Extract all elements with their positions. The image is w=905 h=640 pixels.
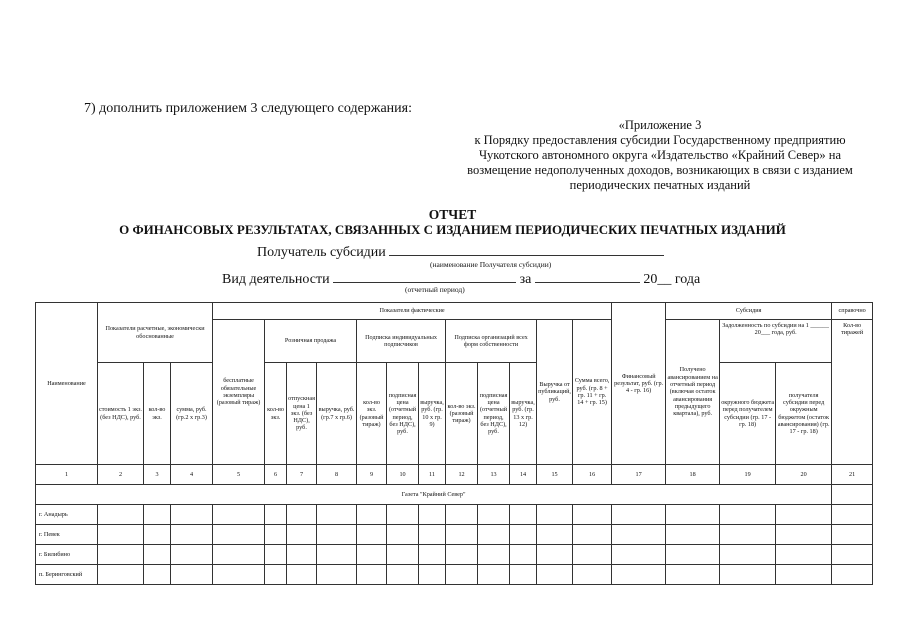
table-cell[interactable] bbox=[776, 565, 832, 585]
table-cell[interactable] bbox=[478, 565, 510, 585]
col-number: 20 bbox=[776, 465, 832, 485]
table-cell[interactable] bbox=[666, 545, 720, 565]
table-cell[interactable] bbox=[720, 525, 776, 545]
col-number: 9 bbox=[357, 465, 387, 485]
table-cell[interactable] bbox=[446, 565, 478, 585]
table-cell[interactable] bbox=[720, 565, 776, 585]
table-cell[interactable] bbox=[357, 565, 387, 585]
table-cell[interactable] bbox=[776, 525, 832, 545]
table-cell[interactable] bbox=[213, 525, 265, 545]
table-cell[interactable] bbox=[144, 505, 171, 525]
table-cell[interactable] bbox=[98, 505, 144, 525]
table-cell[interactable] bbox=[287, 545, 317, 565]
table-cell[interactable] bbox=[573, 565, 612, 585]
header-total: Сумма всего, руб. (гр. 8 + гр. 11 + гр. 14 + гр. 15) bbox=[573, 320, 612, 465]
table-cell[interactable] bbox=[171, 505, 213, 525]
col-number: 4 bbox=[171, 465, 213, 485]
row-label: г. Певек bbox=[36, 525, 98, 545]
table-cell[interactable] bbox=[419, 545, 446, 565]
table-cell[interactable] bbox=[98, 545, 144, 565]
table-cell[interactable] bbox=[171, 545, 213, 565]
col-number: 1 bbox=[36, 465, 98, 485]
recipient-hint: (наименование Получателя субсидии) bbox=[430, 260, 552, 269]
table-cell[interactable] bbox=[387, 525, 419, 545]
table-cell[interactable] bbox=[317, 505, 357, 525]
activity-field[interactable] bbox=[333, 270, 516, 283]
table-cell[interactable] bbox=[832, 565, 873, 585]
header-cost: стоимость 1 экз. (без НДС), руб. bbox=[98, 363, 144, 465]
table-cell[interactable] bbox=[317, 525, 357, 545]
table-cell[interactable] bbox=[387, 505, 419, 525]
table-cell[interactable] bbox=[213, 545, 265, 565]
col-number: 21 bbox=[832, 465, 873, 485]
header-sub-individual: Подписка индивидуальных подписчиков bbox=[357, 320, 446, 363]
annex-line: возмещение недополученных доходов, возникающих в связи с изданием bbox=[467, 163, 853, 177]
table-cell[interactable] bbox=[478, 505, 510, 525]
table-cell[interactable] bbox=[720, 545, 776, 565]
col-number: 17 bbox=[612, 465, 666, 485]
table-cell[interactable] bbox=[387, 565, 419, 585]
table-cell[interactable] bbox=[666, 525, 720, 545]
table-cell[interactable] bbox=[537, 505, 573, 525]
col-number: 14 bbox=[510, 465, 537, 485]
header-ind-revenue: выручка, руб. (гр. 10 x гр. 9) bbox=[419, 363, 446, 465]
table-cell[interactable] bbox=[720, 505, 776, 525]
col-number: 7 bbox=[287, 465, 317, 485]
intro-text: 7) дополнить приложением 3 следующего содержания: bbox=[84, 101, 412, 116]
table-cell[interactable] bbox=[832, 545, 873, 565]
col-number: 13 bbox=[478, 465, 510, 485]
table-cell[interactable] bbox=[265, 545, 287, 565]
header-org-revenue: выручка, руб. (гр. 13 x гр. 12) bbox=[510, 363, 537, 465]
col-number: 11 bbox=[419, 465, 446, 485]
col-number: 18 bbox=[666, 465, 720, 485]
activity-label: Вид деятельности bbox=[222, 272, 330, 287]
table-cell[interactable] bbox=[357, 525, 387, 545]
header-debt-recipient: получателя субсидии перед окружным бюджетом (остаток авансирования) (гр. 17 - гр. 18) bbox=[776, 363, 832, 465]
table-cell[interactable] bbox=[98, 565, 144, 585]
table-row bbox=[36, 525, 873, 545]
recipient-field[interactable] bbox=[389, 243, 664, 256]
section-row bbox=[36, 485, 873, 505]
recipient-line bbox=[257, 243, 664, 261]
header-retail-revenue: выручка, руб. (гр.7 x гр.6) bbox=[317, 363, 357, 465]
table-cell[interactable] bbox=[573, 525, 612, 545]
table-cell[interactable] bbox=[98, 525, 144, 545]
table-cell[interactable] bbox=[510, 505, 537, 525]
table-cell[interactable] bbox=[446, 525, 478, 545]
table-cell[interactable] bbox=[612, 565, 666, 585]
table-cell[interactable] bbox=[832, 485, 873, 505]
header-copies-count: Кол-во тиражей bbox=[832, 320, 873, 465]
report-title: ОТЧЕТ bbox=[428, 207, 477, 222]
table-cell[interactable] bbox=[612, 525, 666, 545]
header-org-qty: кол-во экз. (разовый тираж) bbox=[446, 363, 478, 465]
table-cell[interactable] bbox=[419, 565, 446, 585]
table-cell[interactable] bbox=[573, 545, 612, 565]
annex-header bbox=[440, 118, 880, 193]
period-field[interactable] bbox=[535, 270, 640, 283]
table-cell[interactable] bbox=[265, 525, 287, 545]
table-cell[interactable] bbox=[666, 505, 720, 525]
table-cell[interactable] bbox=[510, 565, 537, 585]
col-number: 8 bbox=[317, 465, 357, 485]
table-row bbox=[36, 505, 873, 525]
for-label: за bbox=[519, 272, 532, 287]
annex-line: Чукотского автономного округа «Издательство «Крайний Север» на bbox=[478, 148, 842, 162]
header-pub-revenue: Выручка от публикаций, руб. bbox=[537, 320, 573, 465]
header-ind-qty: кол-во экз. (разовый тираж) bbox=[357, 363, 387, 465]
col-number: 12 bbox=[446, 465, 478, 485]
table-cell[interactable] bbox=[144, 525, 171, 545]
table-cell[interactable] bbox=[446, 505, 478, 525]
col-number: 6 bbox=[265, 465, 287, 485]
table-cell[interactable] bbox=[612, 545, 666, 565]
header-retail-price: отпускная цена 1 экз. (без НДС), руб. bbox=[287, 363, 317, 465]
table-cell[interactable] bbox=[317, 545, 357, 565]
table-cell[interactable] bbox=[357, 505, 387, 525]
header-fin-result: Финансовый результат, руб. (гр. 4 - гр. 16) bbox=[612, 303, 666, 465]
header-sum: сумма, руб. (гр.2 x гр.3) bbox=[171, 363, 213, 465]
table-cell[interactable] bbox=[265, 565, 287, 585]
header-org-price: подписная цена (отчетный период, без НДС), руб. bbox=[478, 363, 510, 465]
table-cell[interactable] bbox=[213, 565, 265, 585]
col-number: 15 bbox=[537, 465, 573, 485]
table-cell[interactable] bbox=[776, 545, 832, 565]
recipient-label: Получатель субсидии bbox=[257, 245, 386, 260]
header-fact-group: Показатели фактические bbox=[213, 303, 612, 320]
table-cell[interactable] bbox=[537, 545, 573, 565]
year-label: 20__ года bbox=[643, 272, 701, 287]
table-cell[interactable] bbox=[171, 525, 213, 545]
table-cell[interactable] bbox=[287, 505, 317, 525]
table-row bbox=[36, 565, 873, 585]
row-label: г. Билибино bbox=[36, 545, 98, 565]
annex-line: к Порядку предоставления субсидии Государственному предприятию bbox=[474, 133, 846, 147]
table-cell[interactable] bbox=[357, 545, 387, 565]
col-number: 3 bbox=[144, 465, 171, 485]
table-cell[interactable] bbox=[612, 505, 666, 525]
table-cell[interactable] bbox=[419, 525, 446, 545]
header-qty: кол-во экз. bbox=[144, 363, 171, 465]
table-cell[interactable] bbox=[213, 505, 265, 525]
table-cell[interactable] bbox=[171, 565, 213, 585]
period-hint: (отчетный период) bbox=[405, 285, 465, 294]
col-number: 16 bbox=[573, 465, 612, 485]
table-cell[interactable] bbox=[144, 545, 171, 565]
table-cell[interactable] bbox=[537, 565, 573, 585]
table-cell[interactable] bbox=[510, 525, 537, 545]
row-label: п. Беринговский bbox=[36, 565, 98, 585]
table-cell[interactable] bbox=[446, 545, 478, 565]
col-number: 5 bbox=[213, 465, 265, 485]
table-cell[interactable] bbox=[478, 525, 510, 545]
table-cell[interactable] bbox=[144, 565, 171, 585]
header-retail-qty: кол-во экз. bbox=[265, 363, 287, 465]
table-cell[interactable] bbox=[287, 525, 317, 545]
table-cell[interactable] bbox=[317, 565, 357, 585]
table-cell[interactable] bbox=[387, 545, 419, 565]
header-debt-district: окружного бюджета перед получателем субсидии (гр. 17 - гр. 18) bbox=[720, 363, 776, 465]
header-debt: Задолженность по субсидии на 1 ______ 20___ года, руб. bbox=[720, 320, 832, 363]
header-calc-group: Показатели расчетные, экономически обоснованные bbox=[98, 303, 213, 363]
header-ind-price: подписная цена (отчетный период, без НДС), руб. bbox=[387, 363, 419, 465]
report-subtitle: О ФИНАНСОВЫХ РЕЗУЛЬТАТАХ, СВЯЗАННЫХ С ИЗДАНИЕМ ПЕРИОДИЧЕСКИХ ПЕЧАТНЫХ ИЗДАНИЙ bbox=[119, 222, 786, 237]
col-number: 19 bbox=[720, 465, 776, 485]
header-sub-org: Подписка организаций всех форм собственности bbox=[446, 320, 537, 363]
table-row bbox=[36, 545, 873, 565]
report-table bbox=[35, 302, 873, 585]
table-cell[interactable] bbox=[832, 505, 873, 525]
table-cell[interactable] bbox=[510, 545, 537, 565]
header-subsidy-group: Субсидия bbox=[666, 303, 832, 320]
table-cell[interactable] bbox=[265, 505, 287, 525]
header-name: Наименование bbox=[36, 303, 98, 465]
table-cell[interactable] bbox=[573, 505, 612, 525]
header-received: Получено авансированием на отчетный период (включая остаток авансирования предыдущего квартала), руб. bbox=[666, 320, 720, 465]
table-cell[interactable] bbox=[419, 505, 446, 525]
annex-line: периодических печатных изданий bbox=[569, 178, 751, 192]
col-number: 10 bbox=[387, 465, 419, 485]
header-retail: Розничная продажа bbox=[265, 320, 357, 363]
header-reference: справочно bbox=[832, 303, 873, 320]
col-number: 2 bbox=[98, 465, 144, 485]
section-label: Газета "Крайний Север" bbox=[36, 485, 832, 505]
header-free-copies: бесплатные обязательные экземпляры (разовый тираж) bbox=[213, 320, 265, 465]
table-cell[interactable] bbox=[832, 525, 873, 545]
row-label: г. Анадырь bbox=[36, 505, 98, 525]
table-cell[interactable] bbox=[776, 505, 832, 525]
table-cell[interactable] bbox=[666, 565, 720, 585]
table-cell[interactable] bbox=[287, 565, 317, 585]
table-cell[interactable] bbox=[537, 525, 573, 545]
annex-line: «Приложение 3 bbox=[618, 118, 702, 132]
table-cell[interactable] bbox=[478, 545, 510, 565]
column-numbers-row bbox=[36, 465, 873, 485]
